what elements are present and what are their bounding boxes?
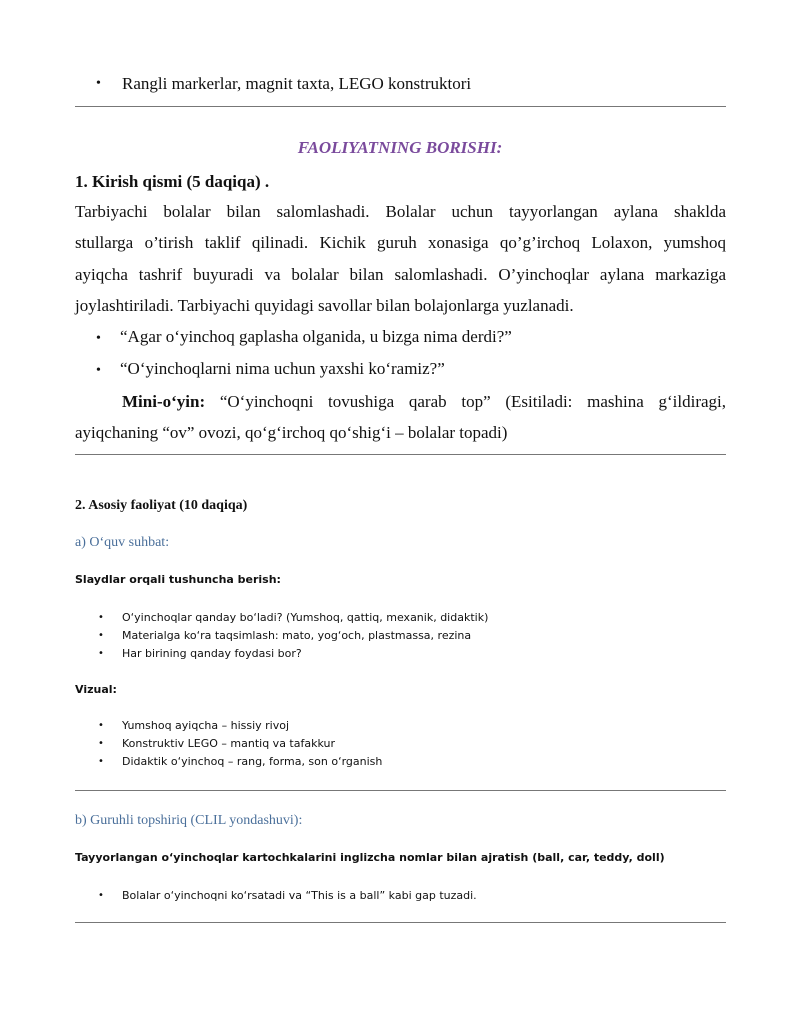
divider (75, 790, 726, 791)
bullet-icon: • (98, 648, 104, 659)
subheading-a: a) O‘quv suhbat: (75, 535, 170, 550)
divider (75, 106, 726, 107)
section1-title: 1. Kirish qismi (5 daqiqa) . (75, 172, 270, 191)
slides-label: Slaydlar orqali tushuncha berish: (75, 573, 281, 586)
subheading-b: b) Guruhli topshiriq (CLIL yondashuvi): (75, 813, 303, 828)
slides-item: Har birining qanday foydasi bor? (122, 647, 302, 660)
mini-game-line-1 (122, 392, 726, 412)
task-item: Bolalar o‘yinchoqni ko‘rsatadi va “This is a ball” kabi gap tuzadi. (122, 889, 477, 902)
intro-line-3: ayiqcha tashrif buyuradi va bolalar bilan salomlashadi. O’yinchoqlar aylana markaziga (75, 265, 726, 284)
bullet-icon: • (98, 738, 104, 749)
activity-heading: FAOLIYATNING BORISHI: (297, 138, 503, 157)
bullet-icon: • (98, 890, 104, 901)
intro-line-1: Tarbiyachi bolalar bilan salomlashadi. Bolalar uchun tayyorlangan aylana shaklda (75, 202, 726, 221)
mini-game-label: Mini-o‘yin: (122, 392, 206, 411)
bullet-icon: • (98, 630, 104, 641)
bullet-icon: • (96, 331, 101, 346)
bullet-icon: • (98, 612, 104, 623)
divider (75, 922, 726, 923)
divider (75, 454, 726, 455)
bullet-icon: • (96, 363, 101, 378)
bullet-icon: • (98, 720, 104, 731)
slides-item: Materialga ko‘ra taqsimlash: mato, yog‘och, plastmassa, rezina (122, 629, 472, 642)
intro-line-2: stullarga o’tirish taklif qilinadi. Kichik guruh xonasiga qo’g’irchoq Lolaxon, yumshoq (75, 233, 726, 252)
visual-item: Konstruktiv LEGO – mantiq va tafakkur (122, 737, 335, 750)
visual-item: Yumshoq ayiqcha – hissiy rivoj (122, 719, 290, 732)
slides-item: O‘yinchoqlar qanday bo‘ladi? (Yumshoq, qattiq, mexanik, didaktik) (122, 611, 489, 624)
task-text: Tayyorlangan o‘yinchoqlar kartochkalarini inglizcha nomlar bilan ajratish (ball, car, teddy, doll) (75, 851, 665, 864)
visual-item: Didaktik o‘yinchoq – rang, forma, son o‘rganish (122, 755, 383, 768)
materials-item: Rangli markerlar, magnit taxta, LEGO konstruktori (122, 74, 472, 93)
mini-game-text: “O‘yinchoqni tovushiga qarab top” (Esitiladi: mashina g‘ildiragi, (205, 392, 726, 411)
question-item: “Agar o‘yinchoq gaplasha olganida, u bizga nima derdi?” (120, 327, 512, 346)
intro-line-4: joylashtiriladi. Tarbiyachi quyidagi savollar bilan bolajonlarga yuzlanadi. (75, 296, 574, 315)
visual-label: Vizual: (75, 683, 117, 696)
mini-game-line-2: ayiqchaning “ov” ovozi, qo‘g‘irchoq qo‘shig‘i – bolalar topadi) (75, 423, 508, 442)
section2-title: 2. Asosiy faoliyat (10 daqiqa) (75, 498, 248, 513)
question-item: “O‘yinchoqlarni nima uchun yaxshi ko‘ramiz?” (120, 359, 445, 378)
bullet-icon: • (96, 76, 101, 91)
bullet-icon: • (98, 756, 104, 767)
